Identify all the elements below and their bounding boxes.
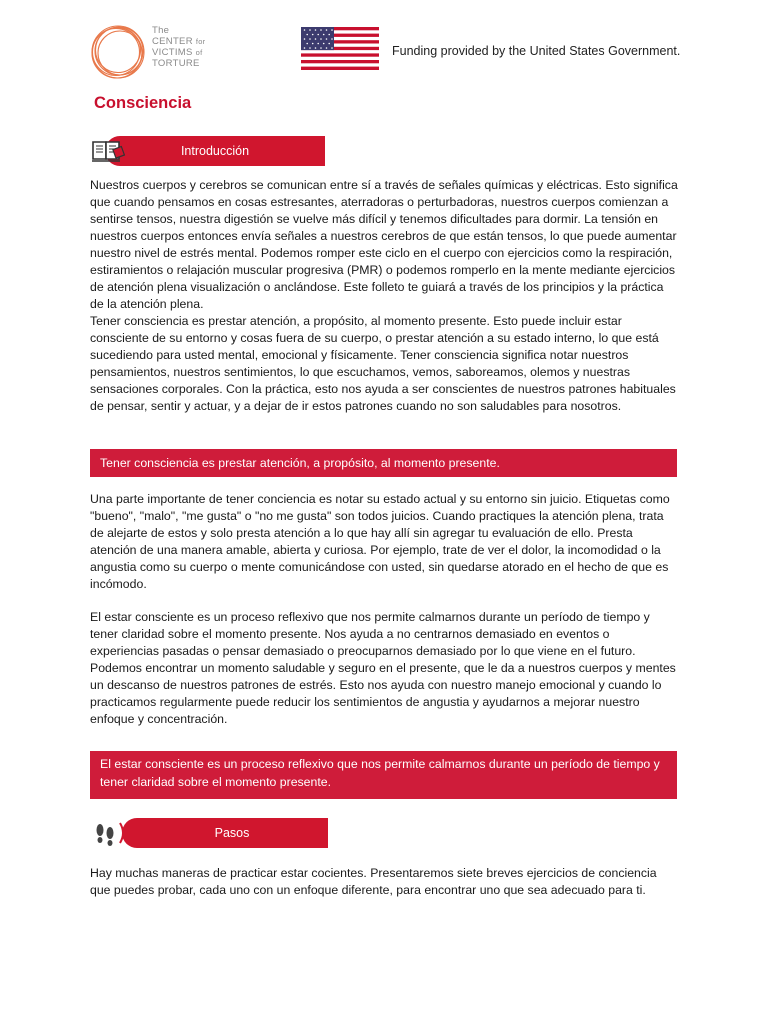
section-header-introduccion <box>90 136 325 166</box>
section-header-pasos <box>90 818 328 848</box>
paragraph-non-judgment: Una parte importante de tener conciencia es notar su estado actual y su entorno sin juicio. Etiquetas como "bueno", "malo", "me gusta" o "no me gusta" son todos juicios. Cuando practiques la atención plena, trata de alejarte de estos y solo presta atención a lo que hay allí sin agregar tu evaluación de ello. Presta atención de una manera amable, abierta y curiosa. Por ejemplo, trate de ver el dolor, la incomodidad o la angustia como su cuerpo o mente comunicándose con usted, sin quedarse atorado en el hecho de que es incómodo. <box>90 492 670 591</box>
logo-wordmark <box>152 25 205 69</box>
paragraph-steps: Hay muchas maneras de practicar estar cocientes. Presentaremos siete breves ejercicios de conciencia que puedes probar, cada uno con un enfoque diferente, para encontrar uno que sea adecuado para ti. <box>90 866 657 897</box>
page-title: Consciencia <box>94 94 192 112</box>
logo-line-3-small: of <box>195 48 203 57</box>
book-icon <box>90 136 130 171</box>
section-header-label: Introducción <box>105 136 325 166</box>
callout-definition: Tener consciencia es prestar atención, a propósito, al momento presente. <box>90 449 677 477</box>
footprints-icon <box>90 818 130 853</box>
logo-line-1: The <box>152 25 170 36</box>
paragraph-intro: Nuestros cuerpos y cerebros se comunican entre sí a través de señales químicas y eléctricas. Esto significa que cuando pensamos en cosas estresantes, aterradoras o perturbadoras, nuestros cuerpos comienzan a sentirse tensos, nuestra digestión se vuelve más difícil y tenemos dificultades para dormir. La tensión en nuestros cuerpos entonces envía señales a nuestros cerebros de que están tensos, lo que puede aumentar nuestro nivel de estrés mental. Podemos romper este ciclo en el cuerpo con ejercicios como la respiración, estiramientos o relajación muscular progresiva (PMR) o podemos romperlo en la mente mediante ejercicios de atención plena visualización o anclándose. Este folleto te guiará a través de los principios y la práctica de la atención plena. <box>90 178 678 311</box>
logo-line-3: VICTIMS <box>152 47 193 58</box>
logo-line-2-small: for <box>195 37 206 46</box>
logo-line-4: TORTURE <box>152 58 200 69</box>
logo-circle-icon <box>86 20 150 84</box>
paragraph-definition: Tener consciencia es prestar atención, a propósito, al momento presente. Esto puede incluir estar consciente de su entorno y cosas fuera de su cuerpo, o prestar atención a su estado interno, lo que está sucediendo para usted mental, emocional y físicamente. Tener consciencia significa notar nuestros pensamientos, nuestros sentimientos, lo que escuchamos, vemos, saboreamos, olemos y nuestras sensaciones corporales. Con la práctica, esto nos ayuda a ser conscientes de nuestros patrones habituales de pensar, sentir y actuar, y a dejar de ir estos patrones cuando no son saludables para nosotros. <box>90 314 676 413</box>
logo-line-2: CENTER <box>152 36 193 47</box>
us-flag-icon <box>301 27 379 75</box>
callout-reflective-process: El estar consciente es un proceso reflexivo que nos permite calmarnos durante un período de tiempo y tener claridad sobre el momento presente. <box>90 751 677 799</box>
paragraph-reflective-process: El estar consciente es un proceso reflexivo que nos permite calmarnos durante un período de tiempo y tener claridad sobre el momento presente. Nos ayuda a no centrarnos demasiado en eventos o experiencias pasadas o pensar demasiado o preocuparnos demasiado por lo que viene en el futuro. Podemos encontrar un momento saludable y seguro en el presente, que le da a nuestros cuerpos y mentes un descanso de nuestros patrones de estrés. Esto nos ayuda con nuestro manejo emocional y cuando lo practicamos regularmente puede reducir los sentimientos de angustia y ayudarnos a mejorar nuestro enfoque y concentración. <box>90 610 676 726</box>
section-header-label: Pasos <box>122 818 328 848</box>
funding-statement: Funding provided by the United States Government. <box>392 44 681 58</box>
center-for-victims-of-torture-logo <box>86 20 246 84</box>
